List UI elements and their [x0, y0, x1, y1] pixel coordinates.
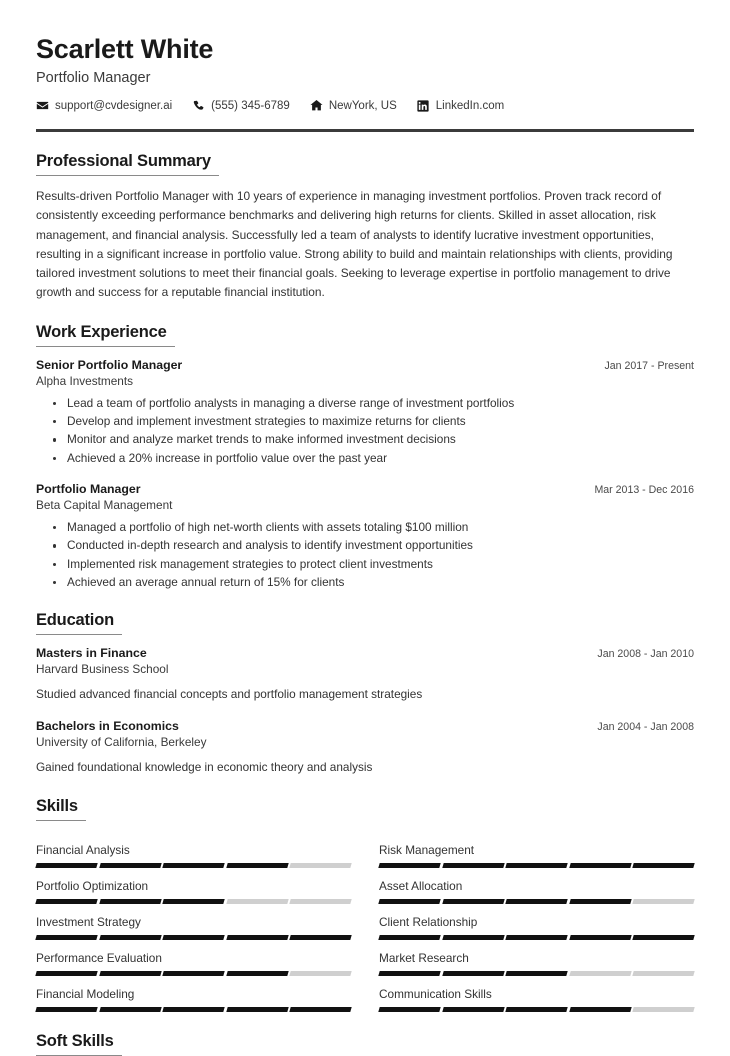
skill-level-segment — [442, 863, 504, 868]
skill-level-segment — [442, 971, 504, 976]
education-degree: Masters in Finance — [36, 646, 147, 661]
envelope-icon — [36, 99, 49, 112]
skill-level-bar — [379, 899, 694, 904]
education-entry-head — [36, 719, 694, 733]
skill-level-segment — [162, 899, 224, 904]
skill-name: Performance Evaluation — [36, 950, 162, 965]
work-org: Alpha Investments — [36, 373, 134, 388]
skill-level-segment — [569, 935, 631, 940]
section-work-experience — [36, 323, 694, 592]
skill-level-segment — [378, 1007, 440, 1012]
skill-level-segment — [99, 863, 161, 868]
list-item: Develop and implement investment strategies to maximize returns for clients — [53, 413, 694, 430]
list-item: Monitor and analyze market trends to make informed investment decisions — [53, 431, 694, 448]
section-heading-education: Education — [36, 611, 122, 635]
skill-name: Portfolio Optimization — [36, 878, 149, 893]
education-desc: Studied advanced financial concepts and portfolio management strategies — [36, 687, 423, 702]
list-item: Managed a portfolio of high net-worth clients with assets totaling $100 million — [53, 519, 694, 536]
work-bullets — [53, 519, 694, 591]
education-entry-head — [36, 646, 694, 660]
summary-body — [36, 187, 694, 303]
skill-level-segment — [162, 863, 224, 868]
section-heading-summary: Professional Summary — [36, 152, 219, 176]
page-title: Scarlett White — [36, 34, 214, 64]
work-role: Portfolio Manager — [36, 482, 141, 497]
skill-item — [379, 904, 694, 940]
skill-level-segment — [162, 1007, 224, 1012]
section-heading-soft-skills: Soft Skills — [36, 1032, 122, 1056]
section-heading-work: Work Experience — [36, 323, 175, 347]
education-entry — [36, 646, 694, 704]
skills-body — [36, 832, 694, 1012]
skill-item — [36, 940, 351, 976]
contact-phone[interactable] — [192, 99, 290, 112]
skill-name: Investment Strategy — [36, 914, 141, 929]
education-entry — [36, 719, 694, 777]
work-entry-head — [36, 482, 694, 496]
skill-name: Asset Allocation — [379, 878, 463, 893]
contact-email[interactable] — [36, 99, 172, 112]
skill-item — [36, 976, 351, 1012]
skill-level-bar — [379, 863, 694, 868]
skill-level-segment — [505, 1007, 567, 1012]
work-entry — [36, 358, 694, 467]
skill-level-segment — [633, 935, 695, 940]
skill-level-segment — [633, 971, 695, 976]
skill-level-segment — [290, 971, 352, 976]
skill-level-segment — [505, 971, 567, 976]
skill-level-segment — [290, 863, 352, 868]
skill-level-segment — [35, 899, 97, 904]
header-divider — [36, 129, 694, 132]
skill-name: Client Relationship — [379, 914, 478, 929]
skill-level-segment — [569, 899, 631, 904]
list-item: Achieved an average annual return of 15% for clients — [53, 574, 694, 591]
contact-row — [36, 99, 694, 112]
skill-level-segment — [35, 971, 97, 976]
contact-linkedin-text: LinkedIn.com — [435, 99, 505, 112]
skill-level-segment — [378, 899, 440, 904]
skill-level-segment — [35, 863, 97, 868]
skill-item — [379, 868, 694, 904]
education-date: Jan 2008 - Jan 2010 — [597, 648, 694, 661]
section-soft-skills — [36, 1032, 694, 1056]
skill-level-segment — [378, 863, 440, 868]
skill-level-bar — [36, 863, 351, 868]
section-heading-skills: Skills — [36, 797, 86, 821]
skill-level-segment — [226, 863, 288, 868]
skill-level-segment — [633, 899, 695, 904]
skill-name: Communication Skills — [379, 986, 492, 1001]
resume-header — [36, 0, 694, 132]
work-org: Beta Capital Management — [36, 498, 173, 513]
list-item: Conducted in-depth research and analysis to identify investment opportunities — [53, 537, 694, 554]
skill-level-segment — [99, 899, 161, 904]
work-date: Jan 2017 - Present — [604, 359, 694, 372]
education-school: Harvard Business School — [36, 662, 169, 677]
skill-level-segment — [290, 935, 352, 940]
contact-location-text: NewYork, US — [328, 99, 397, 112]
skill-level-segment — [35, 1007, 97, 1012]
skill-item — [36, 832, 351, 868]
work-role: Senior Portfolio Manager — [36, 357, 183, 372]
skill-level-bar — [379, 1007, 694, 1012]
education-desc: Gained foundational knowledge in economic theory and analysis — [36, 760, 373, 775]
skill-level-segment — [442, 935, 504, 940]
work-bullets — [53, 395, 694, 467]
skill-item — [36, 904, 351, 940]
skill-level-segment — [633, 1007, 695, 1012]
skill-level-segment — [162, 935, 224, 940]
work-body — [36, 358, 694, 592]
skill-level-bar — [36, 1007, 351, 1012]
skill-item — [36, 868, 351, 904]
skill-level-segment — [569, 863, 631, 868]
skill-level-segment — [290, 1007, 352, 1012]
contact-email-text: support@cvdesigner.ai — [55, 99, 173, 112]
skill-name: Market Research — [379, 950, 469, 965]
skill-level-segment — [99, 971, 161, 976]
skill-level-segment — [505, 863, 567, 868]
skill-name: Financial Analysis — [36, 842, 130, 857]
skill-level-segment — [442, 899, 504, 904]
skill-level-segment — [99, 1007, 161, 1012]
list-item: Achieved a 20% increase in portfolio value over the past year — [53, 450, 694, 467]
skill-item — [379, 832, 694, 868]
skill-level-segment — [290, 899, 352, 904]
job-title: Portfolio Manager — [36, 70, 151, 87]
skill-level-segment — [569, 971, 631, 976]
skill-level-segment — [226, 935, 288, 940]
section-education — [36, 611, 694, 776]
education-school: University of California, Berkeley — [36, 735, 207, 750]
home-icon — [310, 99, 323, 112]
skill-level-segment — [35, 935, 97, 940]
list-item: Lead a team of portfolio analysts in managing a diverse range of investment portfolios — [53, 395, 694, 412]
skill-level-bar — [36, 935, 351, 940]
education-date: Jan 2004 - Jan 2008 — [597, 721, 694, 734]
skill-level-segment — [226, 971, 288, 976]
skill-level-segment — [378, 935, 440, 940]
skill-level-segment — [378, 971, 440, 976]
skill-level-segment — [569, 1007, 631, 1012]
section-skills — [36, 797, 694, 1012]
phone-icon — [192, 99, 205, 112]
work-entry — [36, 482, 694, 591]
skill-level-bar — [379, 971, 694, 976]
skill-item — [379, 976, 694, 1012]
skill-level-bar — [36, 899, 351, 904]
skills-grid — [36, 832, 694, 1012]
skill-name: Financial Modeling — [36, 986, 135, 1001]
skill-level-bar — [36, 971, 351, 976]
skill-level-segment — [442, 1007, 504, 1012]
summary-text: Results-driven Portfolio Manager with 10 years of experience in managing investment portfolios. Proven track record of consistently exceeding performance benchmarks and delivering high returns for clients. Skilled in asset allocation, risk management, and financial analysis. Successfully led a team of analysts to identify lucrative investment opportunities, resulting in a significant increase in portfolio value. Strong ability to build and maintain relationships with clients, providing tailored investment solutions to meet their financial goals. Seeking to leverage expertise in portfolio management to drive growth and success for a reputable financial institution. — [36, 189, 673, 300]
contact-linkedin[interactable] — [417, 99, 504, 112]
skill-level-segment — [505, 899, 567, 904]
skill-level-segment — [226, 899, 288, 904]
skill-item — [379, 940, 694, 976]
skill-level-bar — [379, 935, 694, 940]
list-item: Implemented risk management strategies to protect client investments — [53, 556, 694, 573]
education-body — [36, 646, 694, 776]
skill-level-segment — [633, 863, 695, 868]
section-professional-summary — [36, 152, 694, 303]
skill-level-segment — [162, 971, 224, 976]
work-date: Mar 2013 - Dec 2016 — [594, 484, 694, 497]
contact-location[interactable] — [310, 99, 397, 112]
skill-level-segment — [505, 935, 567, 940]
skill-level-segment — [99, 935, 161, 940]
work-entry-head — [36, 358, 694, 372]
linkedin-icon — [417, 99, 430, 112]
skill-name: Risk Management — [379, 842, 475, 857]
contact-phone-text: (555) 345-6789 — [211, 99, 290, 112]
skill-level-segment — [226, 1007, 288, 1012]
education-degree: Bachelors in Economics — [36, 719, 179, 734]
